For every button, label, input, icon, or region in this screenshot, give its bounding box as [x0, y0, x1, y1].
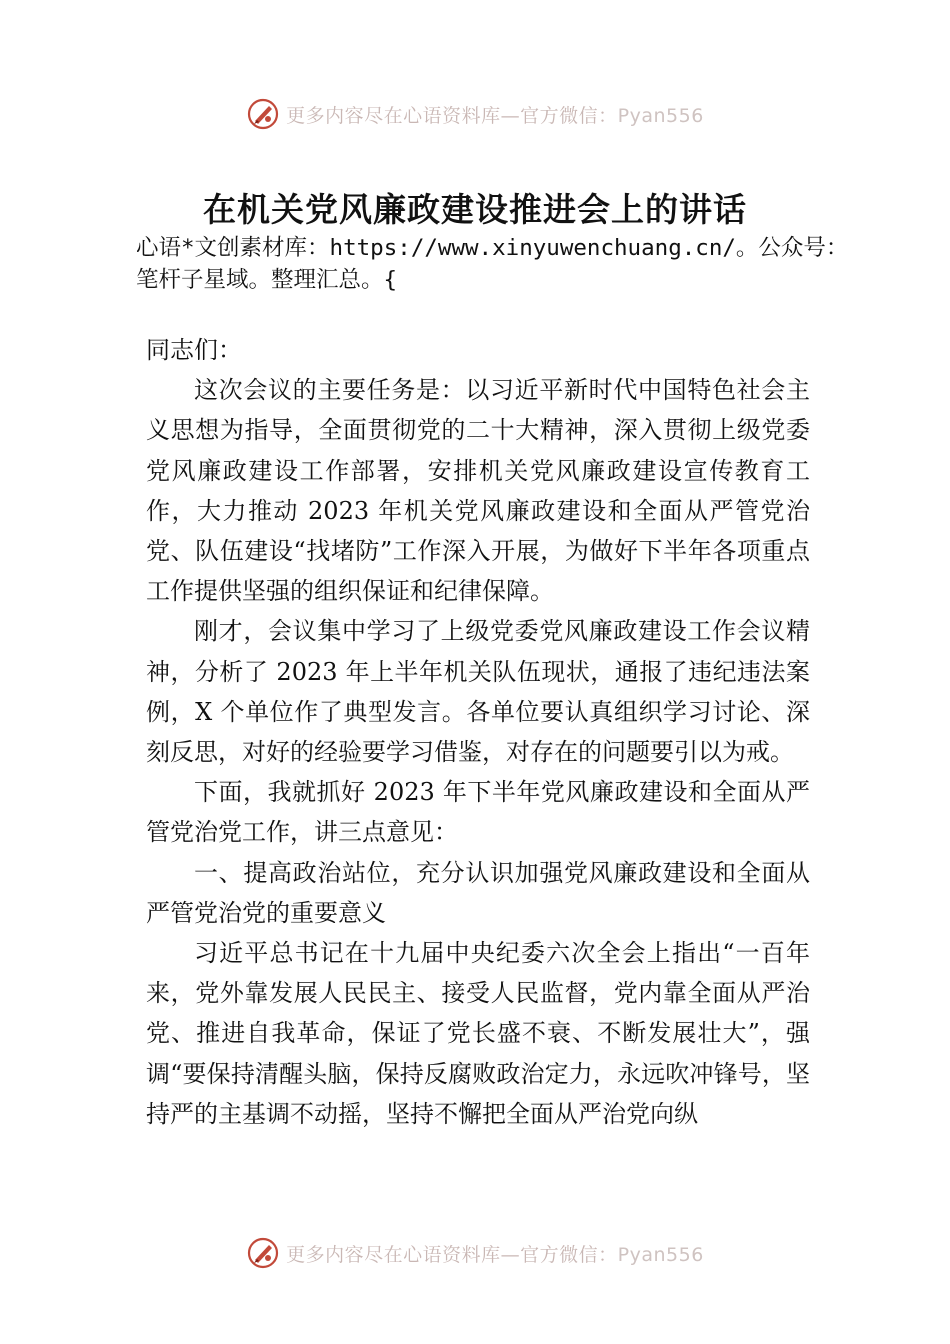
paragraph: 习近平总书记在十九届中央纪委六次全会上指出“一百年来，党外靠发展人民民主、接受人民监督，党内靠全面从严治党、推进自我革命，保证了党长盛不衰、不断发展壮大”，强调“要保持清醒头脑，保持反腐败政治定力，永远吹冲锋号，坚持严的主基调不动摇，坚持不懈把全面从严治党向纵	[146, 939, 810, 1128]
paragraph: 这次会议的主要任务是：以习近平新时代中国特色社会主义思想为指导，全面贯彻党的二十大精神，深入贯彻上级党委党风廉政建设工作部署，安排机关党风廉政建设宣传教育工作，大力推动 2023 年机关党风廉政建设和全面从严管党治党、队伍建设“找堵防”工作深入开展，为做好下半年各项重点工作提供坚强的组织保证和纪律保障。	[146, 376, 810, 606]
watermark-banner-bottom	[0, 1233, 950, 1273]
wechat-id: Pyan556	[617, 1243, 704, 1266]
paragraph: 刚才，会议集中学习了上级党委党风廉政建设工作会议精神，分析了 2023 年上半年机关队伍现状，通报了违纪违法案例，X 个单位作了典型发言。各单位要认真组织学习讨论、深刻反思，对好的经验要学习借鉴，对存在的问题要引以为戒。	[146, 617, 810, 767]
salutation: 同志们：	[146, 336, 242, 364]
watermark-text: 更多内容尽在心语资料库—官方微信：Pyan556	[286, 104, 704, 127]
watermark-banner-top	[0, 94, 950, 134]
document-body	[146, 330, 810, 1134]
source-note: 心语*文创素材库：https://www.xinyuwenchuang.cn/。公众号：笔杆子星域。整理汇总。{	[136, 235, 849, 293]
paragraph: 下面，我就抓好 2023 年下半年党风廉政建设和全面从严管党治党工作，讲三点意见：	[146, 778, 810, 847]
watermark-text: 更多内容尽在心语资料库—官方微信：Pyan556	[286, 1243, 704, 1266]
pen-seal-icon	[246, 1236, 280, 1270]
document-title: 在机关党风廉政建设推进会上的讲话	[203, 190, 747, 229]
pen-seal-icon	[246, 97, 280, 131]
wechat-id: Pyan556	[617, 104, 704, 127]
section-heading: 一、提高政治站位，充分认识加强党风廉政建设和全面从严管党治党的重要意义	[146, 858, 810, 927]
